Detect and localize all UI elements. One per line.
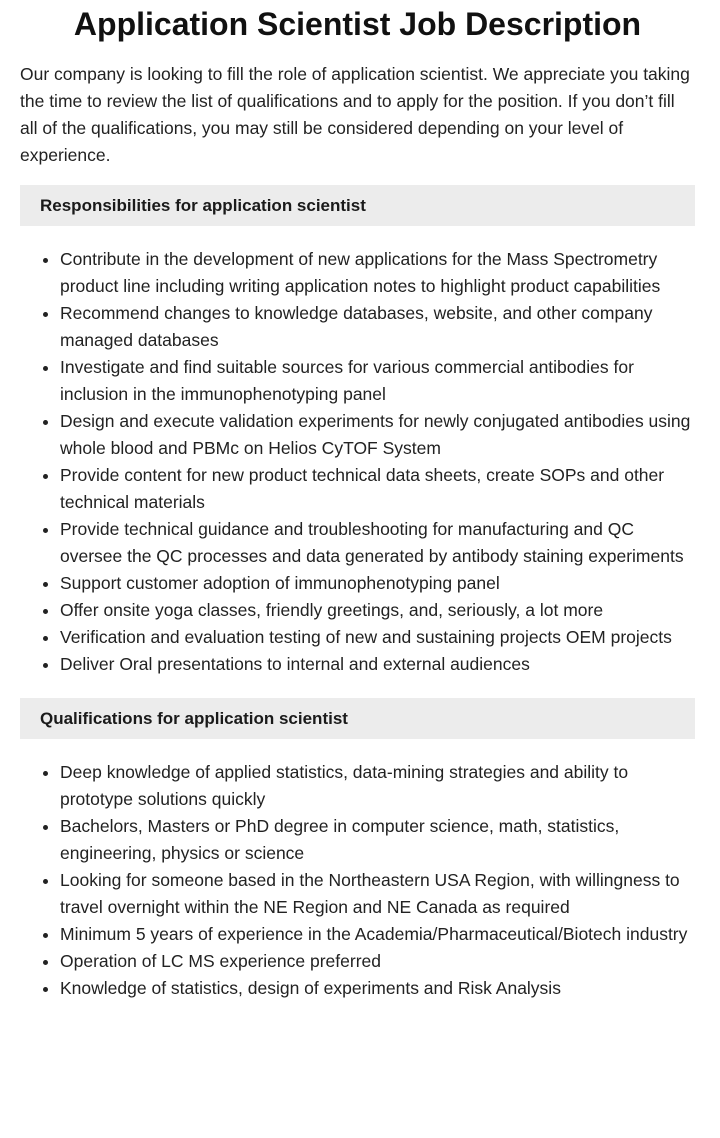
list-item: • Deliver Oral presentations to internal and external audiences	[60, 651, 695, 678]
responsibilities-list	[20, 246, 695, 678]
list-item: • Investigate and find suitable sources for various commercial antibodies for inclusion in the immunophenotyping panel	[60, 354, 695, 408]
list-item: • Offer onsite yoga classes, friendly greetings, and, seriously, a lot more	[60, 597, 695, 624]
intro-paragraph: Our company is looking to fill the role of application scientist. We appreciate you taking the time to review the list of qualifications and to apply for the position. If you don’t fill all of the qualifications, you may still be considered depending on your level of experience.	[20, 64, 690, 165]
responsibilities-heading: Responsibilities for application scientist	[20, 185, 695, 226]
list-item: • Provide content for new product technical data sheets, create SOPs and other technical materials	[60, 462, 695, 516]
list-item: • Looking for someone based in the Northeastern USA Region, with willingness to travel overnight within the NE Region and NE Canada as required	[60, 867, 695, 921]
list-item: • Support customer adoption of immunophenotyping panel	[60, 570, 695, 597]
list-item: • Provide technical guidance and troubleshooting for manufacturing and QC oversee the QC processes and data generated by antibody staining experiments	[60, 516, 695, 570]
list-item: • Bachelors, Masters or PhD degree in computer science, math, statistics, engineering, physics or science	[60, 813, 695, 867]
list-item: • Minimum 5 years of experience in the Academia/Pharmaceutical/Biotech industry	[60, 921, 695, 948]
list-item: • Verification and evaluation testing of new and sustaining projects OEM projects	[60, 624, 695, 651]
list-item: • Design and execute validation experiments for newly conjugated antibodies using whole blood and PBMc on Helios CyTOF System	[60, 408, 695, 462]
qualifications-heading: Qualifications for application scientist	[20, 698, 695, 739]
list-item: • Deep knowledge of applied statistics, data-mining strategies and ability to prototype solutions quickly	[60, 759, 695, 813]
list-item: • Knowledge of statistics, design of experiments and Risk Analysis	[60, 975, 695, 1002]
list-item: • Contribute in the development of new applications for the Mass Spectrometry product line including writing application notes to highlight product capabilities	[60, 246, 695, 300]
list-item: • Recommend changes to knowledge databases, website, and other company managed databases	[60, 300, 695, 354]
list-item: • Operation of LC MS experience preferred	[60, 948, 695, 975]
qualifications-list	[20, 759, 695, 1002]
page-title: Application Scientist Job Description	[73, 6, 642, 42]
